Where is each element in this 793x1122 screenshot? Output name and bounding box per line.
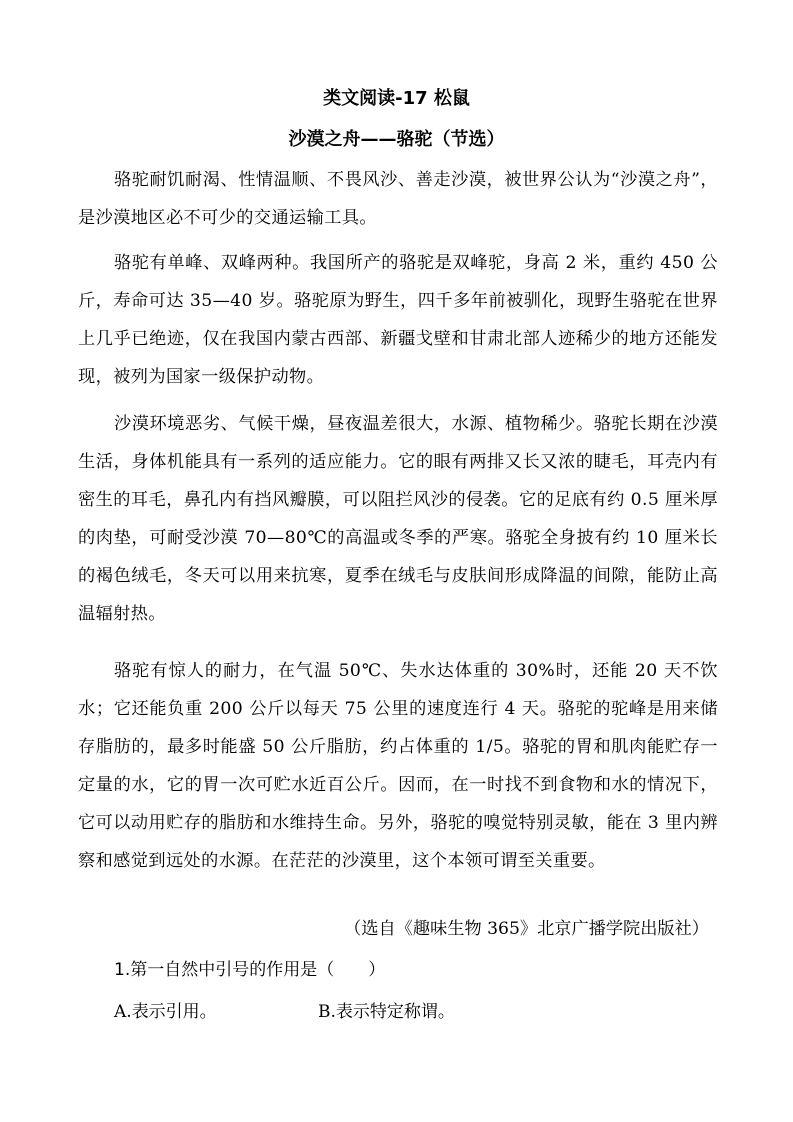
option-b [318, 994, 455, 1030]
paragraph-2: 骆驼有单峰、双峰两种。我国所产的骆驼是双峰驼，身高 2 米，重约 450 公斤，寿命可达 35—40 岁。骆驼原为野生，四千多年前被驯化，现野生骆驼在世界上几乎已绝迹，仅在我国内蒙古西部、新疆戈壁和甘肃北部人迹稀少的地方还能发现，被列为国家一级保护动物。 [78, 253, 718, 387]
page-title: 类文阅读-17 松鼠 [323, 88, 470, 109]
option-a-text: 表示引用。 [131, 1002, 217, 1022]
paragraph-1: 骆驼耐饥耐渴、性情温顺、不畏风沙、善走沙漠，被世界公认为“沙漠之舟”，是沙漠地区必不可少的交通运输工具。 [78, 170, 718, 228]
option-b-letter: B. [318, 1002, 336, 1022]
paragraph-4: 骆驼有惊人的耐力，在气温 50℃、失水达体重的 30%时，还能 20 天不饮水；它还能负重 200 公斤以每天 75 公里的速度连行 4 天。骆驼的驼峰是用来储存脂肪的，最多时能盛 50 公斤脂肪，约占体重的 1/5。骆驼的胃和肌肉能贮存一定量的水，它的胃一次可贮水近百公斤。因而，在一时找不到食物和水的情况下，它可以动用贮存的脂肪和水维持生命。另外，骆驼的嗅觉特别灵敏，能在 3 里内辨察和感觉到远处的水源。在茫茫的沙漠里，这个本领可谓至关重要。 [78, 661, 718, 871]
option-b-text: 表示特定称谓。 [335, 1002, 455, 1022]
option-a-letter: A. [114, 1002, 132, 1022]
option-a [114, 994, 217, 1030]
article-title: 沙漠之舟——骆驼（节选） [288, 129, 505, 150]
paragraph-3: 沙漠环境恶劣、气候干燥，昼夜温差很大，水源、植物稀少。骆驼长期在沙漠生活，身体机能具有一系列的适应能力。它的眼有两排又长又浓的睫毛，耳壳内有密生的耳毛，鼻孔内有挡风瓣膜，可以阻拦风沙的侵袭。它的足底有约 0.5 厘米厚的肉垫，可耐受沙漠 70—80℃的高温或冬季的严寒。骆驼全身披有约 10 厘米长的褐色绒毛，冬天可以用来抗寒，夏季在绒毛与皮肤间形成降温的间隙，能防止高温辐射热。 [78, 414, 718, 624]
question-1: 1.第一自然中引号的作用是（ ） [114, 960, 386, 980]
source-citation: （选自《趣味生物 365》北京广播学院出版社） [344, 919, 709, 939]
